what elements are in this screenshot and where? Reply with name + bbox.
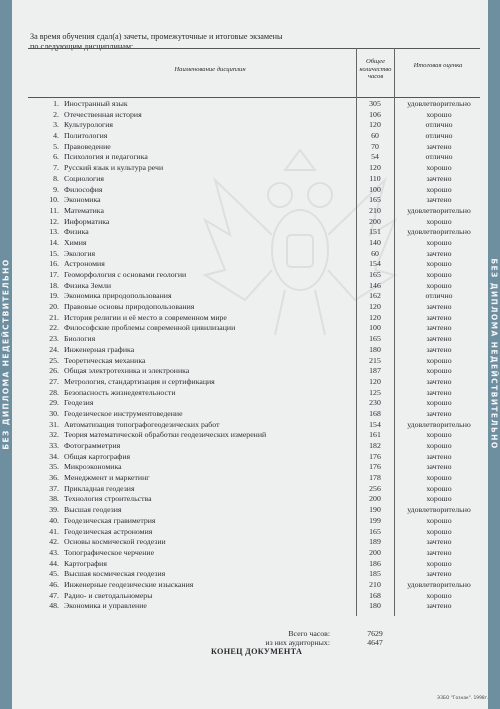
row-number: 44. <box>49 558 59 568</box>
hours-value: 140 <box>369 237 381 247</box>
grade-value: отлично <box>425 291 453 301</box>
row-number: 6. <box>53 152 59 162</box>
table-row <box>28 238 480 249</box>
grade-value: хорошо <box>426 280 452 290</box>
hours-value: 305 <box>369 99 381 108</box>
grade-value: хорошо <box>426 109 452 119</box>
grade-value: зачтено <box>426 547 452 557</box>
row-number: 5. <box>53 141 59 151</box>
hours-value: 165 <box>369 334 381 344</box>
table-row <box>28 131 480 142</box>
discipline-name: Физика Земли <box>64 280 112 290</box>
grade-value: хорошо <box>426 526 452 536</box>
row-number: 12. <box>49 216 59 226</box>
discipline-name: Радио- и светодальномеры <box>64 590 153 600</box>
table-row <box>28 195 480 206</box>
row-number: 3. <box>53 120 59 130</box>
discipline-name: Экономика природопользования <box>64 291 172 301</box>
grade-value: зачтено <box>426 601 452 611</box>
table-row <box>28 163 480 174</box>
grade-value: удовлетворительно <box>407 99 471 108</box>
table-row <box>28 484 480 495</box>
row-number: 10. <box>49 195 59 205</box>
hours-value: 120 <box>369 312 381 322</box>
row-number: 24. <box>49 344 59 354</box>
grade-value: зачтено <box>426 387 452 397</box>
hours-value: 200 <box>369 216 381 226</box>
hours-value: 100 <box>369 184 381 194</box>
row-number: 45. <box>49 569 59 579</box>
row-number: 41. <box>49 526 59 536</box>
row-number: 42. <box>49 537 59 547</box>
row-number: 13. <box>49 227 59 237</box>
table-row <box>28 430 480 441</box>
table-row <box>28 259 480 270</box>
hours-value: 168 <box>369 590 381 600</box>
grade-value: зачтено <box>426 248 452 258</box>
hours-value: 146 <box>369 280 381 290</box>
discipline-name: Химия <box>64 237 87 247</box>
discipline-name: Общая электротехника и электроника <box>64 366 190 376</box>
grade-value: хорошо <box>426 494 452 504</box>
hours-value: 180 <box>369 344 381 354</box>
discipline-name: Правовые основы природопользования <box>64 302 195 312</box>
table-row <box>28 409 480 420</box>
grade-value: хорошо <box>426 184 452 194</box>
grade-column-header: Итоговая оценка <box>413 62 463 69</box>
hours-value: 178 <box>369 473 381 483</box>
table-row <box>28 473 480 484</box>
row-number: 26. <box>49 366 59 376</box>
grade-value: зачтено <box>426 302 452 312</box>
table-row <box>28 559 480 570</box>
hours-value: 161 <box>369 430 381 440</box>
discipline-name: Автоматизация топографогеодезических работ <box>64 419 220 429</box>
grade-value: хорошо <box>426 259 452 269</box>
hours-value: 176 <box>369 451 381 461</box>
table-row <box>28 580 480 591</box>
grade-value: хорошо <box>426 483 452 493</box>
row-number: 19. <box>49 291 59 301</box>
left-security-strip <box>0 0 12 709</box>
row-number: 33. <box>49 441 59 450</box>
row-number: 39. <box>49 505 59 515</box>
row-number: 37. <box>49 483 59 493</box>
hours-value: 189 <box>369 537 381 547</box>
row-number: 9. <box>53 184 59 194</box>
grade-value: зачтено <box>426 376 452 386</box>
end-of-document: КОНЕЦ ДОКУМЕНТА <box>211 647 303 656</box>
hours-value: 186 <box>369 558 381 568</box>
hours-value: 106 <box>369 109 381 119</box>
row-number: 2. <box>53 109 59 119</box>
discipline-name: Информатика <box>64 216 110 226</box>
table-row <box>28 356 480 367</box>
grade-value: зачтено <box>426 173 452 183</box>
row-number: 8. <box>53 173 59 183</box>
table-row <box>28 323 480 334</box>
total-hours-value: 7629 <box>367 629 383 638</box>
row-number: 14. <box>49 237 59 247</box>
discipline-name: Безопасность жизнедеятельности <box>64 387 176 397</box>
grade-value: зачтено <box>426 408 452 418</box>
hours-value: 182 <box>369 441 381 450</box>
discipline-name: Биология <box>64 334 96 344</box>
table-row <box>28 569 480 580</box>
row-number: 32. <box>49 430 59 440</box>
row-number: 38. <box>49 494 59 504</box>
side-warning-right: БЕЗ ДИПЛОМА НЕДЕЙСТВИТЕЛЬНО <box>489 258 499 450</box>
grade-value: хорошо <box>426 590 452 600</box>
intro-line-1: За время обучения сдал(а) зачеты, промежуточные и итоговые экзамены <box>30 32 283 41</box>
table-row <box>28 313 480 324</box>
grade-value: хорошо <box>426 441 452 450</box>
row-number: 30. <box>49 408 59 418</box>
discipline-name: Отечественная история <box>64 109 142 119</box>
discipline-name: Экология <box>64 248 96 258</box>
hours-value: 120 <box>369 376 381 386</box>
grade-value: отлично <box>425 131 453 141</box>
table-row <box>28 537 480 548</box>
table-row <box>28 452 480 463</box>
hours-value: 70 <box>371 141 379 151</box>
discipline-name: Математика <box>64 205 104 215</box>
grade-value: отлично <box>425 152 453 162</box>
hours-value: 187 <box>369 366 381 376</box>
grade-value: удовлетворительно <box>407 227 471 237</box>
hours-value: 256 <box>369 483 381 493</box>
row-number: 29. <box>49 398 59 408</box>
grade-value: зачтено <box>426 141 452 151</box>
table-row <box>28 462 480 473</box>
discipline-name: Астрономия <box>64 259 105 269</box>
table-row <box>28 302 480 313</box>
grade-value: хорошо <box>426 515 452 525</box>
hours-value: 162 <box>369 291 381 301</box>
table-row <box>28 591 480 602</box>
discipline-name: Экономика <box>64 195 101 205</box>
discipline-name: Геодезическое инструментоведение <box>64 408 183 418</box>
discipline-name: Геодезия <box>64 398 94 408</box>
discipline-name: Общая картография <box>64 451 131 461</box>
hours-column-header: Общее количество часов <box>359 58 392 81</box>
grade-value: зачтено <box>426 451 452 461</box>
table-row <box>28 516 480 527</box>
grade-value: зачтено <box>426 334 452 344</box>
discipline-name: Социология <box>64 173 104 183</box>
table-row <box>28 110 480 121</box>
row-number: 4. <box>53 131 59 141</box>
hours-value: 230 <box>369 398 381 408</box>
table-row <box>28 249 480 260</box>
table-row <box>28 206 480 217</box>
discipline-name: Иностранный язык <box>64 99 128 108</box>
discipline-name: Психология и педагогика <box>64 152 148 162</box>
table-row <box>28 334 480 345</box>
table-row <box>28 152 480 163</box>
hours-value: 110 <box>369 173 381 183</box>
table-row <box>28 377 480 388</box>
hours-value: 199 <box>369 515 381 525</box>
table-row <box>28 505 480 516</box>
table-row <box>28 217 480 228</box>
discipline-name: Политология <box>64 131 108 141</box>
hours-value: 190 <box>369 505 381 515</box>
table-row <box>28 99 480 110</box>
hours-value: 180 <box>369 601 381 611</box>
discipline-name: Основы космической геодезии <box>64 537 166 547</box>
row-number: 28. <box>49 387 59 397</box>
row-number: 47. <box>49 590 59 600</box>
discipline-name: Теория математической обработки геодезических измерений <box>64 430 267 440</box>
grade-value: хорошо <box>426 558 452 568</box>
intro-line-2: по следующим дисциплинам: <box>30 41 134 51</box>
disciplines-table-body <box>28 99 480 612</box>
grade-value: зачтено <box>426 195 452 205</box>
table-row <box>28 345 480 356</box>
table-row <box>28 388 480 399</box>
hours-value: 60 <box>371 248 379 258</box>
grade-value: удовлетворительно <box>407 505 471 515</box>
table-row <box>28 366 480 377</box>
row-number: 48. <box>49 601 59 611</box>
hours-value: 120 <box>369 163 381 173</box>
grade-value: хорошо <box>426 216 452 226</box>
row-number: 17. <box>49 270 59 279</box>
table-row <box>28 398 480 409</box>
row-number: 36. <box>49 473 59 483</box>
row-number: 1. <box>53 99 59 108</box>
grade-value: зачтено <box>426 569 452 579</box>
grade-value: зачтено <box>426 323 452 333</box>
discipline-name: Геоморфология с основами геологии <box>64 270 187 279</box>
grade-value: зачтено <box>426 537 452 547</box>
grade-value: зачтено <box>426 344 452 354</box>
discipline-name: Экономика и управление <box>64 601 147 611</box>
table-row <box>28 601 480 612</box>
hours-value: 100 <box>369 323 381 333</box>
total-hours-label: Всего часов: <box>288 629 330 638</box>
row-number: 43. <box>49 547 59 557</box>
discipline-name: Культурология <box>64 120 113 130</box>
hours-value: 215 <box>369 355 381 365</box>
grade-value: хорошо <box>426 473 452 483</box>
grade-value: удовлетворительно <box>407 419 471 429</box>
discipline-name: Философия <box>64 184 103 194</box>
discipline-name: Микроэкономика <box>64 462 122 472</box>
grade-value: хорошо <box>426 270 452 279</box>
discipline-name: Геодезическая гравиметрия <box>64 515 156 525</box>
hours-value: 200 <box>369 494 381 504</box>
discipline-name: Физика <box>64 227 89 237</box>
hours-value: 151 <box>369 227 381 237</box>
row-number: 23. <box>49 334 59 344</box>
hours-value: 165 <box>369 195 381 205</box>
grade-value: удовлетворительно <box>407 579 471 589</box>
discipline-name: Инженерные геодезические изыскания <box>64 579 194 589</box>
table-row <box>28 441 480 452</box>
grade-value: хорошо <box>426 398 452 408</box>
table-row <box>28 494 480 505</box>
discipline-name: Высшая космическая геодезия <box>64 569 166 579</box>
row-number: 15. <box>49 248 59 258</box>
row-number: 21. <box>49 312 59 322</box>
hours-value: 54 <box>371 152 379 162</box>
row-number: 31. <box>49 419 59 429</box>
hours-value: 185 <box>369 569 381 579</box>
discipline-name: Картография <box>64 558 107 568</box>
table-row <box>28 227 480 238</box>
discipline-name: Топографическое черчение <box>64 547 155 557</box>
hours-value: 200 <box>369 547 381 557</box>
hours-value: 125 <box>369 387 381 397</box>
hours-value: 120 <box>369 302 381 312</box>
table-row <box>28 174 480 185</box>
table-row <box>28 281 480 292</box>
hours-value: 210 <box>369 205 381 215</box>
table-header-rule <box>28 97 480 98</box>
table-row <box>28 120 480 131</box>
classroom-hours-value: 4647 <box>367 638 383 647</box>
hours-value: 60 <box>371 131 379 141</box>
discipline-name: Менеджмент и маркетинг <box>64 473 150 483</box>
table-row <box>28 142 480 153</box>
table-row <box>28 185 480 196</box>
hours-value: 165 <box>369 270 381 279</box>
right-security-strip <box>488 0 500 709</box>
row-number: 11. <box>49 205 59 215</box>
discipline-name: Технология строительства <box>64 494 152 504</box>
table-row <box>28 291 480 302</box>
hours-value: 154 <box>369 419 381 429</box>
row-number: 25. <box>49 355 59 365</box>
discipline-name: Прикладная геодезия <box>64 483 135 493</box>
table-top-rule <box>28 48 480 49</box>
discipline-name: Высшая геодезия <box>64 505 122 515</box>
grade-value: хорошо <box>426 355 452 365</box>
discipline-name: Правоведение <box>64 141 111 151</box>
hours-value: 154 <box>369 259 381 269</box>
discipline-name: Инженерная графика <box>64 344 135 354</box>
hours-value: 120 <box>369 120 381 130</box>
table-row <box>28 527 480 538</box>
grade-value: удовлетворительно <box>407 205 471 215</box>
row-number: 27. <box>49 376 59 386</box>
printer-footnote: ЭЗБО "Гознак". 1998г. <box>437 696 489 701</box>
row-number: 34. <box>49 451 59 461</box>
discipline-name: Геодезическая астрономия <box>64 526 153 536</box>
row-number: 18. <box>49 280 59 290</box>
row-number: 46. <box>49 579 59 589</box>
grade-value: хорошо <box>426 237 452 247</box>
table-row <box>28 420 480 431</box>
grade-value: зачтено <box>426 312 452 322</box>
row-number: 22. <box>49 323 59 333</box>
grade-value: зачтено <box>426 462 452 472</box>
table-row <box>28 548 480 559</box>
discipline-name: Философские проблемы современной цивилизации <box>64 323 236 333</box>
grade-value: хорошо <box>426 366 452 376</box>
classroom-hours-label: из них аудиторных: <box>265 638 330 647</box>
hours-value: 210 <box>369 579 381 589</box>
row-number: 7. <box>53 163 59 173</box>
discipline-name: Фотограмметрия <box>64 441 121 450</box>
row-number: 40. <box>49 515 59 525</box>
grade-value: отлично <box>425 120 453 130</box>
row-number: 16. <box>49 259 59 269</box>
hours-value: 168 <box>369 408 381 418</box>
discipline-name: Русский язык и культура речи <box>64 163 164 173</box>
grade-value: хорошо <box>426 163 452 173</box>
hours-value: 165 <box>369 526 381 536</box>
side-warning-left: БЕЗ ДИПЛОМА НЕДЕЙСТВИТЕЛЬНО <box>1 258 11 450</box>
row-number: 20. <box>49 302 59 312</box>
discipline-name: Теоретическая механика <box>64 355 146 365</box>
discipline-name: Метрология, стандартизация и сертификация <box>64 376 215 386</box>
table-row <box>28 270 480 281</box>
discipline-column-header: Наименование дисциплин <box>174 66 246 73</box>
discipline-name: История религии и её место в современном мире <box>64 312 227 322</box>
row-number: 35. <box>49 462 59 472</box>
hours-value: 176 <box>369 462 381 472</box>
grade-value: хорошо <box>426 430 452 440</box>
